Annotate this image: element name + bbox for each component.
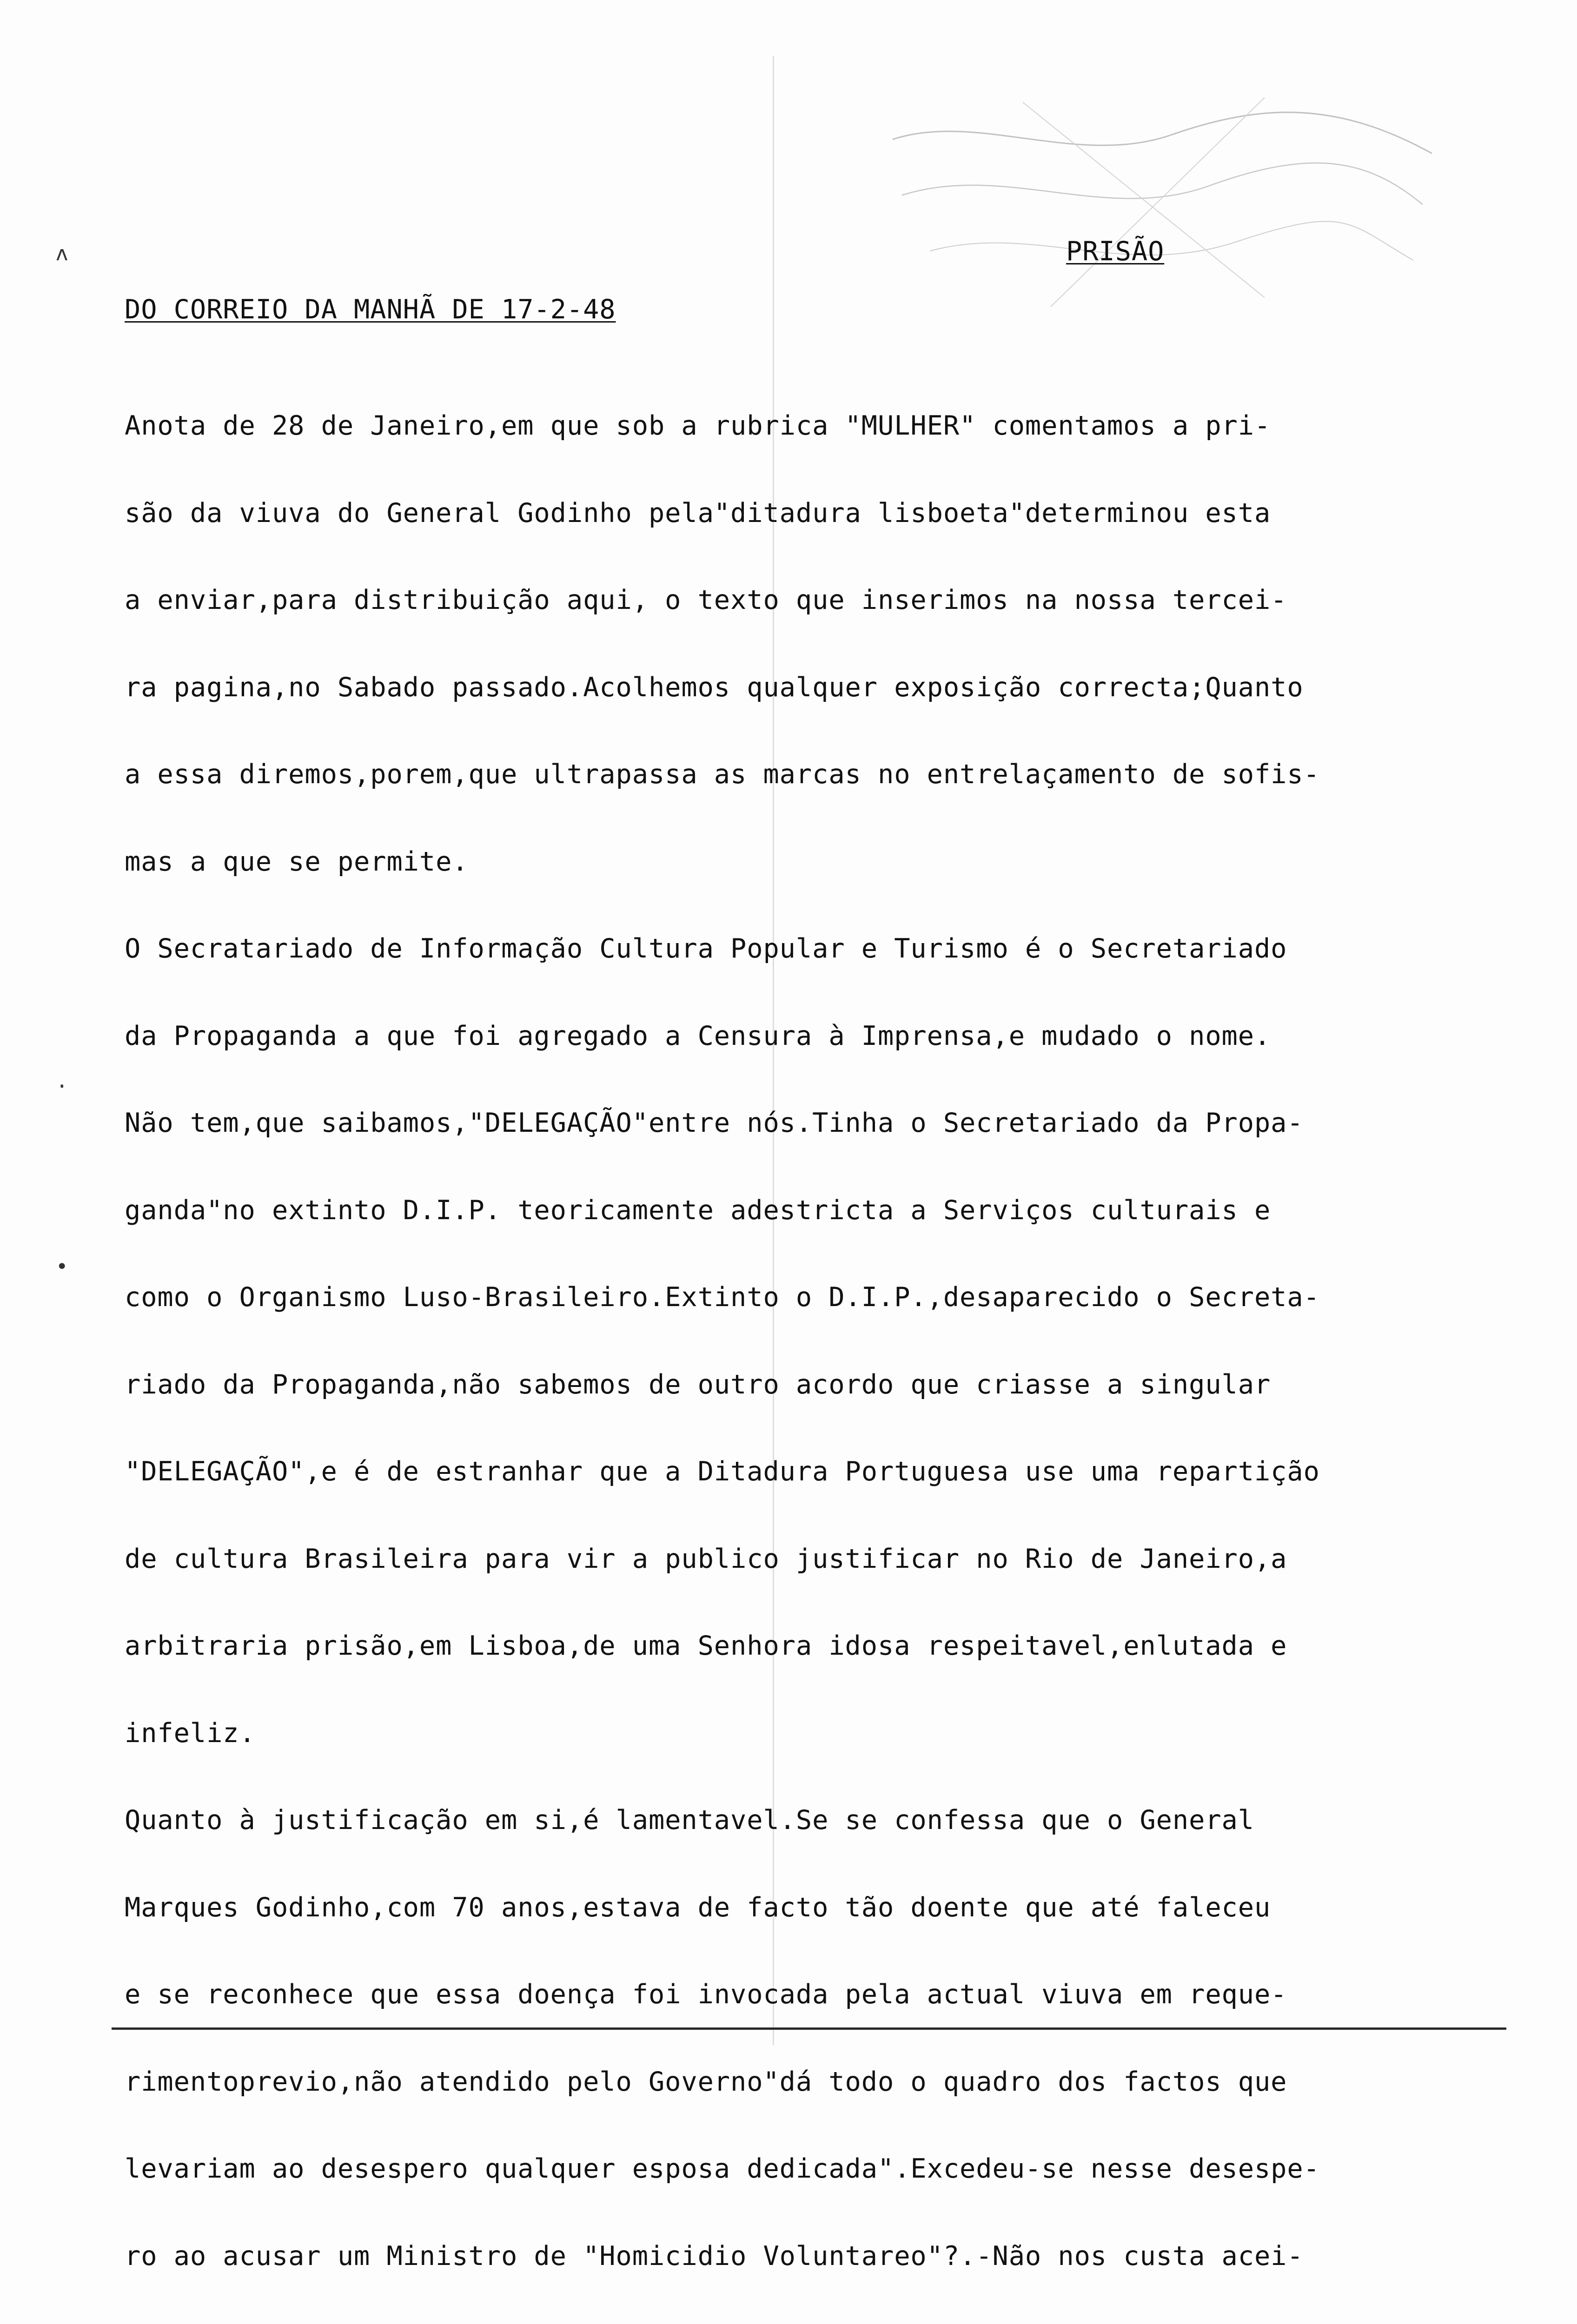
- text-line: Quanto à justificação em si,é lamentavel.Se se confessa que o General: [125, 1805, 1254, 1835]
- text-line: ro ao acusar um Ministro de "Homicidio Voluntareo"?.-Não nos custa acei-: [125, 2240, 1304, 2271]
- article-bottom-rule: [112, 2027, 1506, 2030]
- text-line: arbitraria prisão,em Lisboa,de uma Senhora idosa respeitavel,enlutada e: [125, 1631, 1287, 1661]
- article-heading: DO CORREIO DA MANHÃ DE 17-2-48: [125, 294, 616, 325]
- margin-mark: ʌ: [56, 242, 68, 265]
- text-line: são da viuva do General Godinho pela"ditadura lisboeta"determinou esta: [125, 497, 1271, 528]
- text-line: ra pagina,no Sabado passado.Acolhemos qualquer exposição correcta;Quanto: [125, 672, 1304, 703]
- text-line: Marques Godinho,com 70 anos,estava de facto tão doente que até faleceu: [125, 1892, 1271, 1923]
- text-line: Anota de 28 de Janeiro,em que sob a rubrica "MULHER" comentamos a pri-: [125, 410, 1271, 441]
- text-line: levariam ao desespero qualquer esposa dedicada".Excedeu-se nesse desespe-: [125, 2153, 1320, 2184]
- text-line: como o Organismo Luso-Brasileiro.Extinto o D.I.P.,desaparecido o Secreta-: [125, 1282, 1320, 1313]
- text-line: da Propaganda a que foi agregado a Censura à Imprensa,e mudado o nome.: [125, 1020, 1271, 1051]
- text-line: a essa diremos,porem,que ultrapassa as marcas no entrelaçamento de sofis-: [125, 759, 1320, 790]
- text-line: infeliz.: [125, 1717, 256, 1749]
- text-line: O Secratariado de Informação Cultura Popular e Turismo é o Secretariado: [125, 933, 1287, 964]
- text-line: riado da Propaganda,não sabemos de outro acordo que criasse a singular: [125, 1369, 1271, 1400]
- text-line: "DELEGAÇÃO",e é de estranhar que a Ditadura Portuguesa use uma repartição: [125, 1456, 1320, 1487]
- article-heading-title: PRISÃO: [1066, 236, 1165, 267]
- article-text: [125, 237, 1473, 2324]
- text-line: rimentoprevio,não atendido pelo Governo"dá todo o quadro dos factos que: [125, 2066, 1287, 2097]
- text-line: ganda"no extinto D.I.P. teoricamente adestricta a Serviços culturais e: [125, 1195, 1271, 1226]
- text-line: mas a que se permite.: [125, 846, 469, 877]
- text-line: de cultura Brasileira para vir a publico justificar no Rio de Janeiro,a: [125, 1543, 1287, 1574]
- text-line: a enviar,para distribuição aqui, o texto que inserimos na nossa tercei-: [125, 585, 1287, 615]
- text-line: e se reconhece que essa doença foi invocada pela actual viuva em reque-: [125, 1979, 1287, 2010]
- text-line: Não tem,que saibamos,"DELEGAÇÃO"entre nós.Tinha o Secretariado da Propa-: [125, 1108, 1304, 1138]
- margin-mark: .: [56, 1069, 68, 1093]
- margin-mark: •: [56, 1255, 68, 1279]
